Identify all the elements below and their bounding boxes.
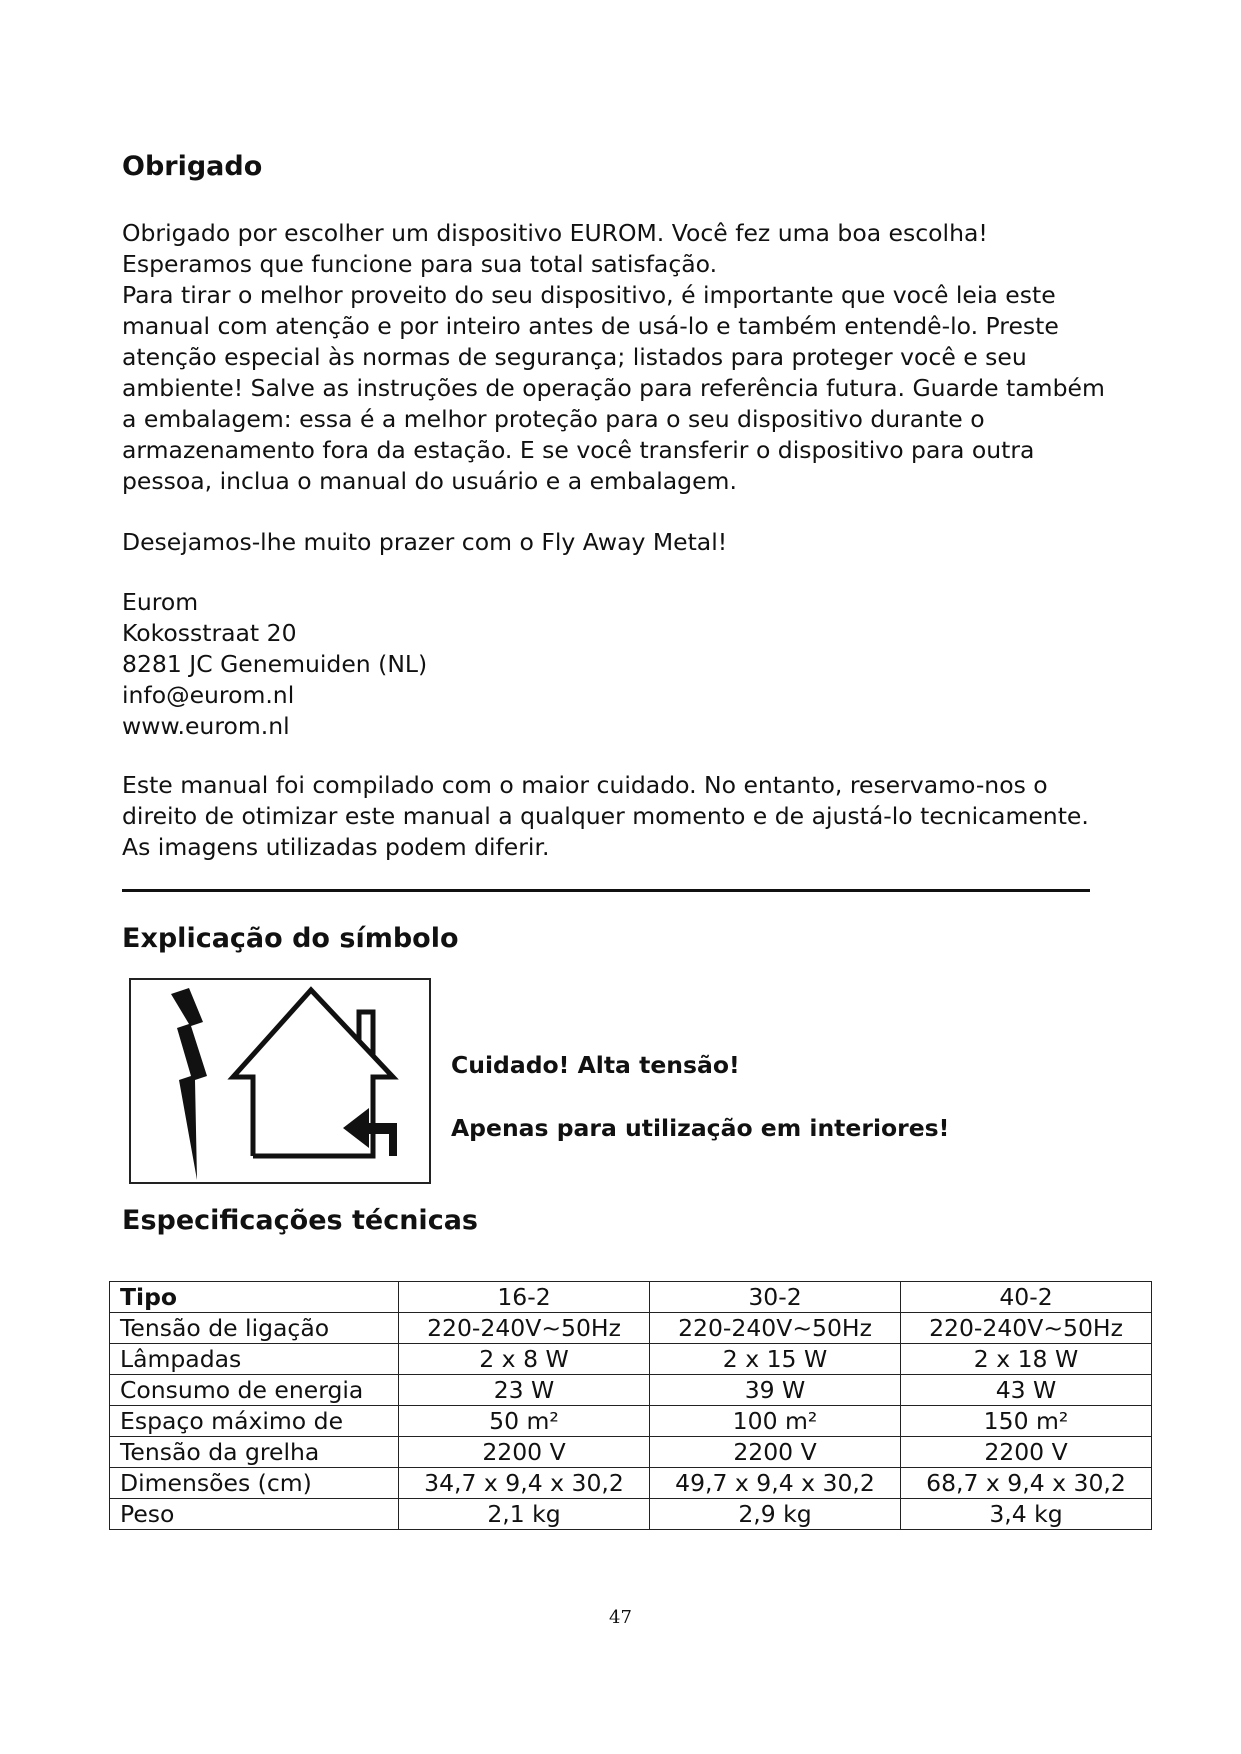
row-label: Consumo de energia xyxy=(110,1375,399,1406)
table-row xyxy=(110,1468,1152,1499)
row-label: Lâmpadas xyxy=(110,1344,399,1375)
intro-line: Obrigado por escolher um dispositivo EUROM. Você fez uma boa escolha! xyxy=(122,219,988,247)
cell-value: 220-240V~50Hz xyxy=(901,1313,1152,1344)
table-row xyxy=(110,1313,1152,1344)
table-row xyxy=(110,1282,1152,1313)
arrow-in-icon xyxy=(343,1108,397,1156)
caution-high-voltage-text: Cuidado! Alta tensão! xyxy=(451,1051,740,1079)
intro-line: ambiente! Salve as instruções de operação para referência futura. Guarde também xyxy=(122,374,1105,402)
company-name: Eurom xyxy=(122,588,199,616)
section-divider xyxy=(122,889,1090,892)
cell-value: 2200 V xyxy=(399,1437,650,1468)
cell-value: 50 m² xyxy=(399,1406,650,1437)
cell-value: 2 x 18 W xyxy=(901,1344,1152,1375)
cell-value: 2200 V xyxy=(650,1437,901,1468)
intro-line: Esperamos que funcione para sua total satisfação. xyxy=(122,250,718,278)
disclaimer-line: direito de otimizar este manual a qualquer momento e de ajustá-lo tecnicamente. xyxy=(122,802,1089,830)
row-label: Tipo xyxy=(110,1282,399,1313)
table-row xyxy=(110,1375,1152,1406)
specs-heading: Especificações técnicas xyxy=(122,1205,478,1236)
intro-paragraph xyxy=(122,218,1132,497)
wish-line xyxy=(122,527,1132,558)
intro-line: a embalagem: essa é a melhor proteção para o seu dispositivo durante o xyxy=(122,405,985,433)
table-row xyxy=(110,1406,1152,1437)
city-address: 8281 JC Genemuiden (NL) xyxy=(122,650,428,678)
thanks-heading: Obrigado xyxy=(122,151,263,182)
row-label: Peso xyxy=(110,1499,399,1530)
symbol-panel xyxy=(129,978,431,1184)
table-row xyxy=(110,1344,1152,1375)
cell-value: 49,7 x 9,4 x 30,2 xyxy=(650,1468,901,1499)
specifications-table xyxy=(109,1281,1152,1530)
table-row xyxy=(110,1437,1152,1468)
lightning-bolt-icon xyxy=(171,988,207,1180)
cell-value: 3,4 kg xyxy=(901,1499,1152,1530)
cell-value: 40-2 xyxy=(901,1282,1152,1313)
row-label: Espaço máximo de xyxy=(110,1406,399,1437)
disclaimer-line: Este manual foi compilado com o maior cuidado. No entanto, reservamo-nos o xyxy=(122,771,1048,799)
cell-value: 39 W xyxy=(650,1375,901,1406)
intro-line: manual com atenção e por inteiro antes de usá-lo e também entendê-lo. Preste xyxy=(122,312,1059,340)
page-number: 47 xyxy=(609,1607,632,1628)
cell-value: 150 m² xyxy=(901,1406,1152,1437)
disclaimer-line: As imagens utilizadas podem diferir. xyxy=(122,833,550,861)
cell-value: 34,7 x 9,4 x 30,2 xyxy=(399,1468,650,1499)
table-row xyxy=(110,1499,1152,1530)
cell-value: 23 W xyxy=(399,1375,650,1406)
wish-text: Desejamos-lhe muito prazer com o Fly Away Metal! xyxy=(122,528,728,556)
cell-value: 220-240V~50Hz xyxy=(650,1313,901,1344)
email-address: info@eurom.nl xyxy=(122,681,295,709)
row-label: Dimensões (cm) xyxy=(110,1468,399,1499)
website-address: www.eurom.nl xyxy=(122,712,290,740)
cell-value: 43 W xyxy=(901,1375,1152,1406)
disclaimer-paragraph xyxy=(122,770,1132,863)
intro-line: atenção especial às normas de segurança; listados para proteger você e seu xyxy=(122,343,1027,371)
row-label: Tensão de ligação xyxy=(110,1313,399,1344)
symbols-heading: Explicação do símbolo xyxy=(122,923,459,954)
cell-value: 16-2 xyxy=(399,1282,650,1313)
intro-line: Para tirar o melhor proveito do seu dispositivo, é importante que você leia este xyxy=(122,281,1056,309)
intro-line: armazenamento fora da estação. E se você transferir o dispositivo para outra xyxy=(122,436,1035,464)
cell-value: 2 x 15 W xyxy=(650,1344,901,1375)
indoor-only-text: Apenas para utilização em interiores! xyxy=(451,1114,950,1142)
intro-line: pessoa, inclua o manual do usuário e a embalagem. xyxy=(122,467,737,495)
cell-value: 68,7 x 9,4 x 30,2 xyxy=(901,1468,1152,1499)
cell-value: 220-240V~50Hz xyxy=(399,1313,650,1344)
row-label: Tensão da grelha xyxy=(110,1437,399,1468)
cell-value: 2,1 kg xyxy=(399,1499,650,1530)
cell-value: 30-2 xyxy=(650,1282,901,1313)
street-address: Kokosstraat 20 xyxy=(122,619,297,647)
address-block xyxy=(122,587,1132,742)
cell-value: 2 x 8 W xyxy=(399,1344,650,1375)
cell-value: 100 m² xyxy=(650,1406,901,1437)
cell-value: 2200 V xyxy=(901,1437,1152,1468)
cell-value: 2,9 kg xyxy=(650,1499,901,1530)
